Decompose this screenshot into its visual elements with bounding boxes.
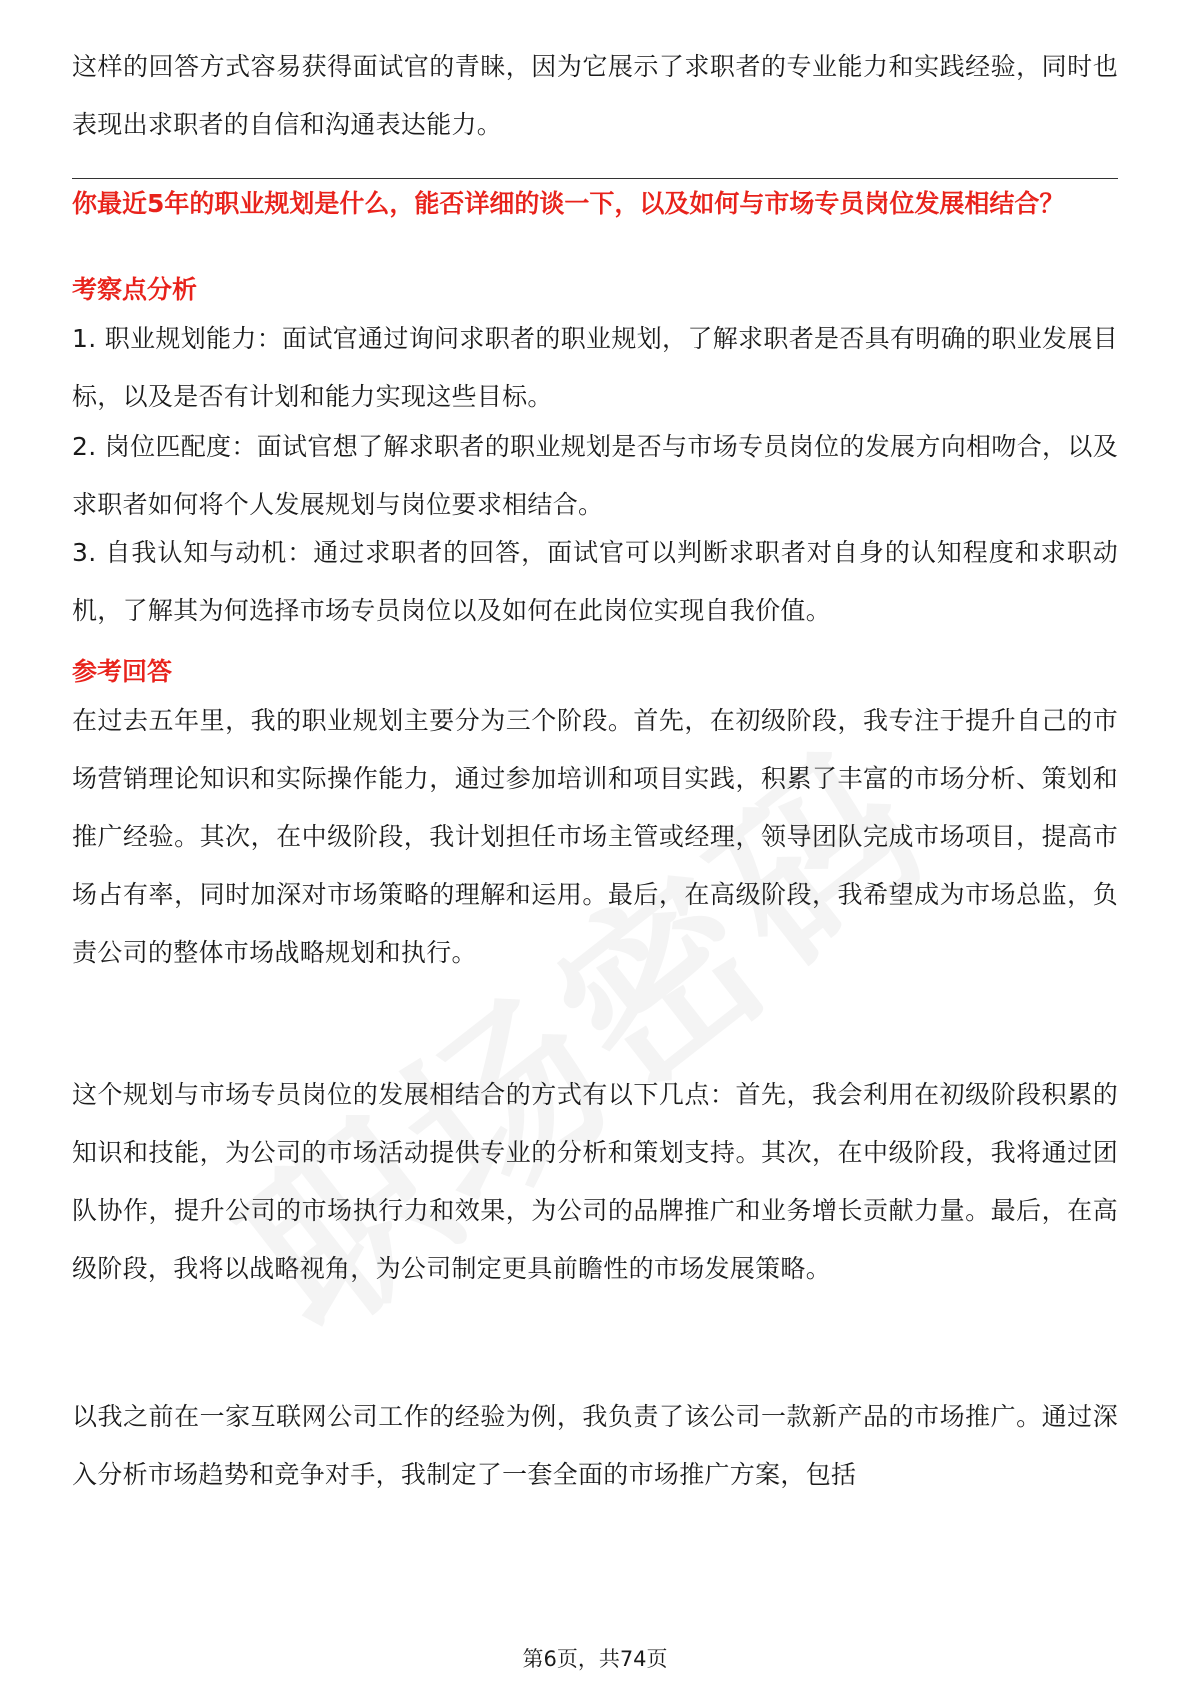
intro-paragraph: 这样的回答方式容易获得面试官的青睐，因为它展示了求职者的专业能力和实践经验，同时也表现出求职者的自信和沟通表达能力。: [72, 52, 1118, 139]
page-number: 第6页，共74页: [522, 1647, 668, 1671]
section-divider: [72, 178, 1118, 179]
analysis-item-3: 3. 自我认知与动机：通过求职者的回答，面试官可以判断求职者对自身的认知程度和求职动机，了解其为何选择市场专员岗位以及如何在此岗位实现自我价值。: [72, 538, 1118, 625]
answer-paragraph-2: 这个规划与市场专员岗位的发展相结合的方式有以下几点：首先，我会利用在初级阶段积累的知识和技能，为公司的市场活动提供专业的分析和策划支持。其次，在中级阶段，我将通过团队协作，提升公司的市场执行力和效果，为公司的品牌推广和业务增长贡献力量。最后，在高级阶段，我将以战略视角，为公司制定更具前瞻性的市场发展策略。: [72, 1080, 1118, 1283]
analysis-item-2: 2. 岗位匹配度：面试官想了解求职者的职业规划是否与市场专员岗位的发展方向相吻合，以及求职者如何将个人发展规划与岗位要求相结合。: [72, 432, 1118, 519]
analysis-heading: 考察点分析: [72, 275, 198, 304]
answer-paragraph-1: 在过去五年里，我的职业规划主要分为三个阶段。首先，在初级阶段，我专注于提升自己的市场营销理论知识和实际操作能力，通过参加培训和项目实践，积累了丰富的市场分析、策划和推广经验。其次，在中级阶段，我计划担任市场主管或经理，领导团队完成市场项目，提高市场占有率，同时加深对市场策略的理解和运用。最后，在高级阶段，我希望成为市场总监，负责公司的整体市场战略规划和执行。: [72, 706, 1118, 967]
question-title: 你最近5年的职业规划是什么，能否详细的谈一下，以及如何与市场专员岗位发展相结合？: [72, 189, 1065, 218]
answer-paragraph-3: 以我之前在一家互联网公司工作的经验为例，我负责了该公司一款新产品的市场推广。通过深入分析市场趋势和竞争对手，我制定了一套全面的市场推广方案，包括: [72, 1402, 1118, 1489]
analysis-item-1: 1. 职业规划能力：面试官通过询问求职者的职业规划，了解求职者是否具有明确的职业发展目标，以及是否有计划和能力实现这些目标。: [72, 324, 1118, 411]
answer-heading: 参考回答: [72, 657, 173, 686]
